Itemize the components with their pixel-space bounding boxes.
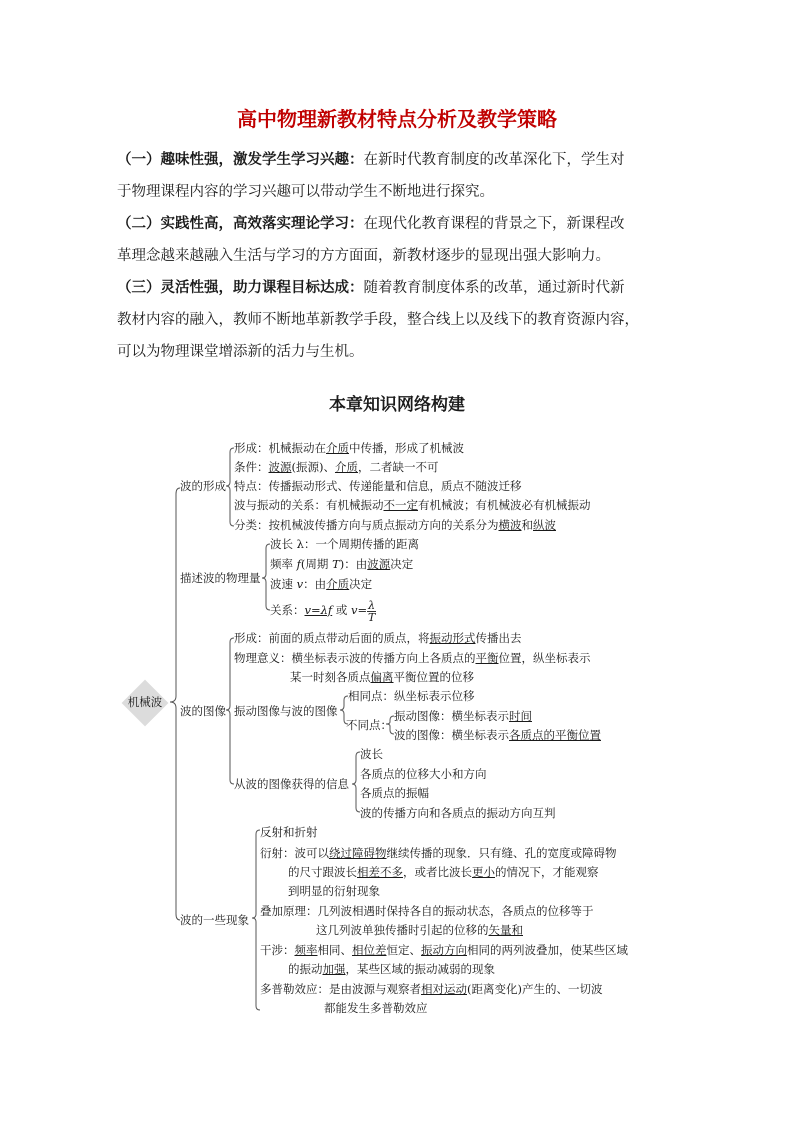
diffraction-line1: 衍射：波可以绕过障碍物继续传播的现象．只有缝、孔的宽度或障碍物 [260, 846, 617, 860]
root-node [122, 680, 168, 726]
paragraph-3-heading: （三）灵活性强，助力课程目标达成： [117, 279, 364, 296]
paragraph-3-line2: 教材内容的融入，教师不断地革新教学手段，整合线上以及线下的教育资源内容， [117, 312, 639, 328]
formation-item-2: 条件：波源(振源)、介质，二者缺一不可 [234, 460, 439, 474]
paragraph-2-line2: 革理念越来越融入生活与学习的方方面面，新教材逐步的显现出强大影响力。 [117, 248, 610, 264]
paragraph-3-line3: 可以为物理课堂增添新的活力与生机。 [117, 344, 364, 360]
formation-item-3: 特点：传播振动形式、传递能量和信息，质点不随波迁移 [234, 479, 522, 493]
image-meaning-line1: 物理意义：横坐标表示波的传播方向上各质点的平衡位置，纵坐标表示 [234, 651, 591, 665]
info-bracket [352, 752, 360, 812]
doppler-line2: 都能发生多普勒效应 [324, 1001, 428, 1015]
difference-vibration: 振动图像：横坐标表示时间 [394, 709, 532, 723]
difference-label: 不同点： [346, 718, 392, 732]
interference-line2: 的振动加强，某些区域的振动减弱的现象 [288, 962, 495, 976]
lambda-over-t-fraction: $\frac{\lambda}{T}$ [367, 598, 376, 624]
superposition-line1: 叠加原理：几列波相遇时保持各自的振动状态，各质点的位移等于 [260, 904, 594, 918]
image-formation: 形成：前面的质点带动后面的质点，将振动形式传播出去 [234, 631, 522, 645]
diffraction-line2: 的尺寸跟波长相差不多，或者比波长更小的情况下，才能观察 [288, 865, 599, 879]
formation-bracket [226, 448, 234, 526]
compare-label: 振动图像与波的图像 [234, 704, 338, 718]
page-title: 高中物理新教材特点分析及教学策略 [237, 107, 557, 131]
interference-line1: 干涉：频率相同、相位差恒定、振动方向相同的两列波叠加，使某些区域 [260, 943, 628, 957]
paragraph-3-line1: 随着教育制度体系的改革，通过新时代新 [363, 280, 625, 296]
info-label: 从波的图像获得的信息 [234, 777, 349, 791]
image-label: 波的图像 [180, 704, 226, 718]
quantities-bracket [262, 544, 270, 610]
paragraph-1-line1: 在新时代教育制度的改革深化下，学生对 [363, 152, 625, 168]
image-meaning-line2: 某一时刻各质点偏离平衡位置的位移 [290, 670, 474, 684]
superposition-line2: 这几列波单独传播时引起的位移的矢量和 [316, 923, 523, 937]
paragraph-2-heading: （二）实践性高，高效落实理论学习： [117, 215, 364, 232]
paragraph-1-heading: （一）趣味性强，激发学生学习兴趣： [117, 151, 364, 168]
knowledge-map-title: 本章知识网络构建 [329, 395, 465, 415]
diffraction-line3: 到明显的衍射现象 [288, 884, 380, 898]
info-item-1: 波长 [360, 747, 383, 761]
same-point: 相同点：纵坐标表示位移 [348, 689, 475, 703]
quantities-label: 描述波的物理量 [180, 571, 261, 585]
speed-item: 波速 v：由介质决定 [270, 577, 373, 591]
phenomena-label: 波的一些现象 [180, 913, 249, 927]
formation-item-4: 波与振动的关系：有机械振动不一定有机械波；有机械波必有机械振动 [234, 498, 591, 512]
reflection-item: 反射和折射 [260, 825, 318, 839]
formation-item-5: 分类：按机械波传播方向与质点振动方向的关系分为横波和纵波 [234, 518, 556, 532]
info-item-4: 波的传播方向和各质点的振动方向互判 [360, 806, 556, 820]
frequency-item: 频率 f(周期 T)：由波源决定 [270, 557, 414, 571]
doppler-line1: 多普勒效应：是由波源与观察者相对运动(距离变化)产生的、一切波 [260, 982, 603, 996]
difference-wave: 波的图像：横坐标表示各质点的平衡位置 [394, 728, 601, 742]
info-item-2: 各质点的位移大小和方向 [360, 767, 487, 781]
root-label: 机械波 [127, 695, 163, 709]
image-bracket [226, 638, 234, 784]
info-item-3: 各质点的振幅 [360, 786, 429, 800]
relation-item: 关系：v=λf 或 v= $\frac{\lambda}{T}$ [270, 598, 376, 624]
formation-label: 波的形成 [180, 479, 226, 493]
wavelength-item: 波长 λ：一个周期传播的距离 [270, 537, 419, 551]
paragraph-2-line1: 在现代化教育课程的背景之下，新课程改 [363, 216, 625, 232]
formation-item-1: 形成：机械振动在介质中传播，形成了机械波 [234, 441, 464, 455]
phenomena-bracket [252, 830, 260, 1010]
paragraph-1-line2: 于物理课程内容的学习兴趣可以带动学生不断地进行探究。 [117, 184, 494, 200]
